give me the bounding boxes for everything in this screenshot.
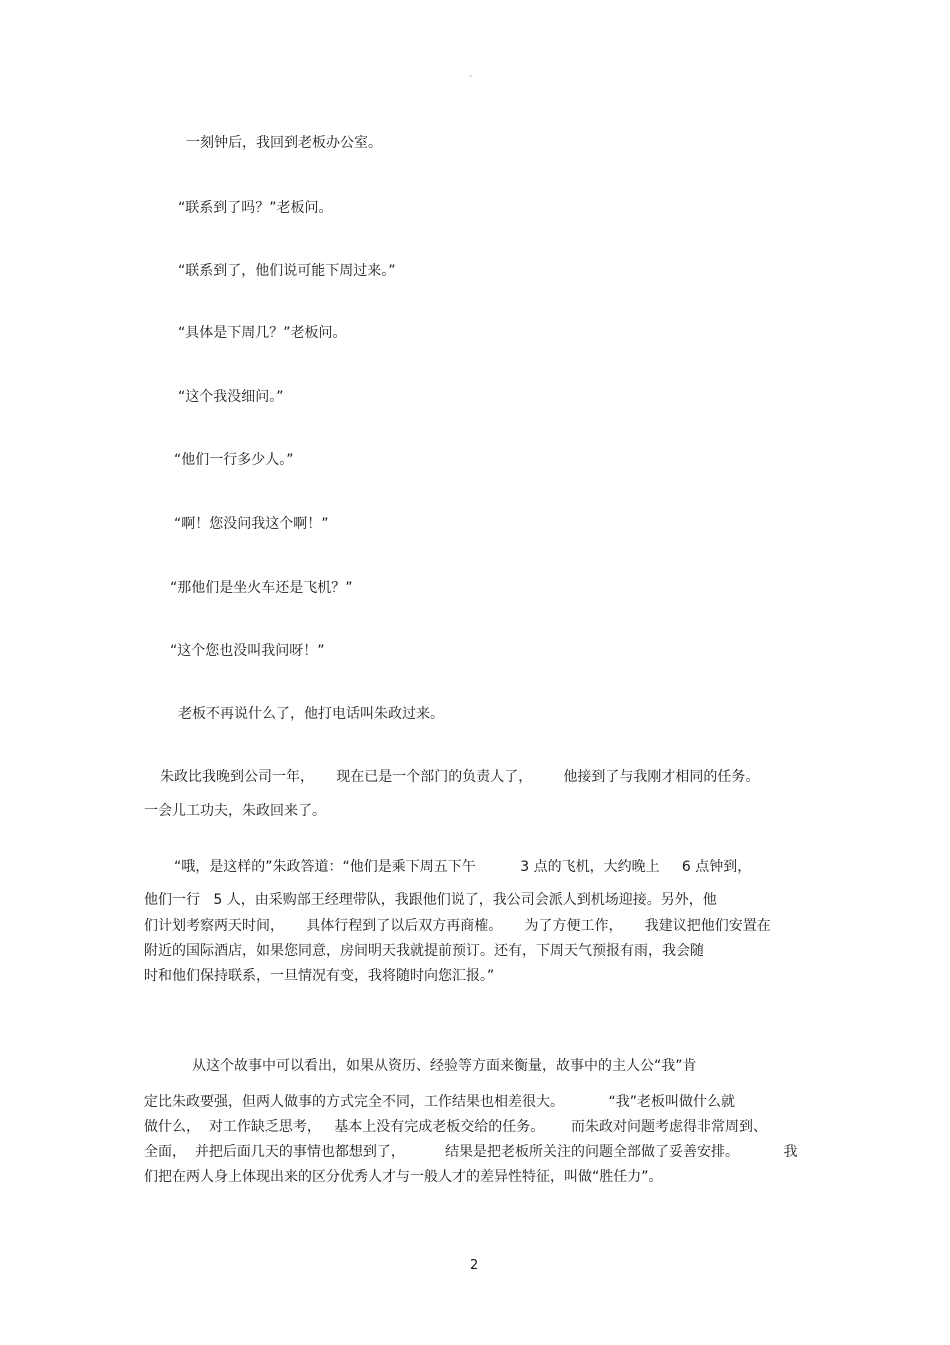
paragraph-line: 们把在两人身上体现出来的区分优秀人才与一般人才的差异性特征，叫做“胜任力”。 (144, 1169, 663, 1185)
dialogue-line: “他们一行多少人。” (174, 452, 294, 468)
paragraph-line: 定比朱政要强，但两人做事的方式完全不同，工作结果也相差很大。 “我”老板叫做什么就 (144, 1094, 736, 1110)
dialogue-line: “那他们是坐火车还是飞机？” (170, 580, 353, 596)
page-number: 2 (470, 1258, 479, 1273)
dialogue-line: “啊！您没问我这个啊！” (174, 516, 329, 532)
paragraph-line: 附近的国际酒店，如果您同意，房间明天我就提前预订。还有，下周天气预报有雨，我会随 (144, 943, 704, 959)
paragraph-line: 时和他们保持联系，一旦情况有变，我将随时向您汇报。” (144, 968, 495, 984)
paragraph-line: 全面， 并把后面几天的事情也都想到了， 结果是把老板所关注的问题全部做了妥善安排。 我 (144, 1144, 798, 1160)
paragraph-line: “哦，是这样的”朱政答道：“他们是乘下周五下午 3 点的飞机，大约晚上 6 点钟到， (174, 859, 752, 875)
dialogue-line: “这个您也没叫我问呀！” (170, 643, 325, 659)
paragraph-line: 做什么， 对工作缺乏思考， 基本上没有完成老板交给的任务。 而朱政对问题考虑得非常周到、 (144, 1119, 767, 1135)
dialogue-line: 老板不再说什么了，他打电话叫朱政过来。 (178, 706, 444, 722)
dialogue-line: “联系到了吗？”老板问。 (178, 200, 333, 216)
dialogue-line: “这个我没细问。” (178, 389, 284, 405)
paragraph-line: 他们一行 5 人，由采购部王经理带队，我跟他们说了，我公司会派人到机场迎接。另外，他 (144, 892, 717, 908)
paragraph-line: 一会儿工功夫，朱政回来了。 (144, 803, 326, 819)
paragraph-line: 从这个故事中可以看出，如果从资历、经验等方面来衡量，故事中的主人公“我”肯 (192, 1058, 697, 1074)
paragraph-line: 们计划考察两天时间， 具体行程到了以后双方再商榷。 为了方便工作， 我建议把他们安置在 (144, 918, 771, 934)
dialogue-line: 一刻钟后，我回到老板办公室。 (186, 135, 382, 151)
dialogue-line: “联系到了，他们说可能下周过来。” (178, 263, 396, 279)
paragraph-line: 朱政比我晚到公司一年， 现在已是一个部门的负责人了， 他接到了与我刚才相同的任务。 (160, 769, 760, 785)
dialogue-line: “具体是下周几？”老板问。 (178, 325, 347, 341)
header-mark: 。 (469, 69, 477, 78)
